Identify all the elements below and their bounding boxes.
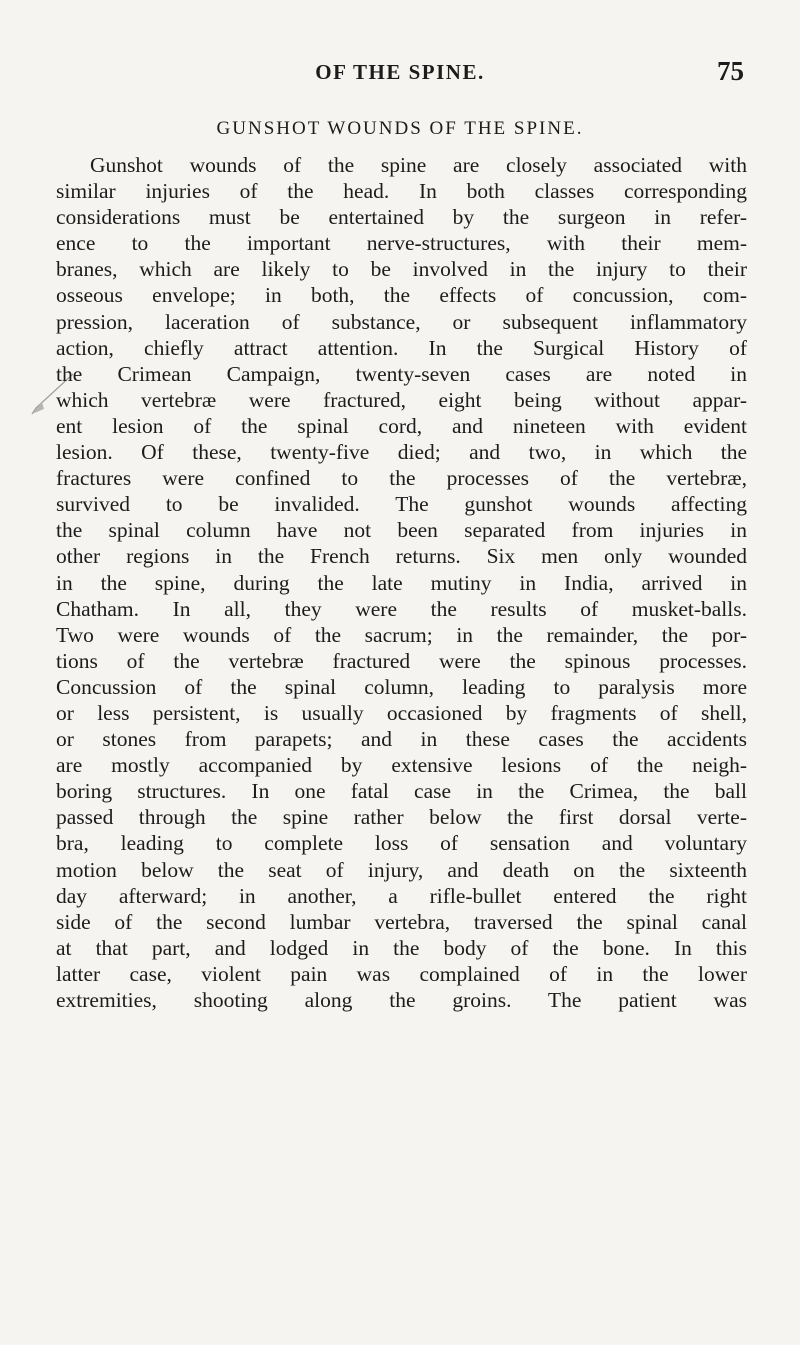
- text-line: osseous envelope; in both, the effects of concussion, com-: [56, 283, 747, 308]
- text-line: other regions in the French returns. Six men only wounded: [56, 544, 747, 569]
- text-line: the Crimean Campaign, twenty-seven cases are noted in: [56, 361, 747, 386]
- text-line: passed through the spine rather below the first dorsal verte-: [56, 805, 747, 830]
- body-text: [56, 152, 747, 1013]
- text-line: action, chiefly attract attention. In the Surgical History of: [56, 335, 747, 360]
- text-line: Gunshot wounds of the spine are closely associated with: [90, 153, 747, 177]
- running-head: [0, 56, 800, 90]
- text-line: branes, which are likely to be involved in the injury to their: [56, 257, 747, 282]
- text-line: extremities, shooting along the groins. The patient was: [56, 988, 747, 1012]
- text-line: latter case, violent pain was complained of in the lower: [56, 961, 747, 986]
- text-line: at that part, and lodged in the body of the bone. In this: [56, 935, 747, 960]
- text-line: in the spine, during the late mutiny in India, arrived in: [56, 570, 747, 595]
- page-number: 75: [717, 56, 744, 86]
- running-title: OF THE SPINE.: [315, 60, 485, 84]
- text-line: bra, leading to complete loss of sensation and voluntary: [56, 831, 747, 856]
- text-line: pression, laceration of substance, or subsequent inflammatory: [56, 309, 747, 334]
- text-line: side of the second lumbar vertebra, traversed the spinal canal: [56, 909, 747, 934]
- section-heading: GUNSHOT WOUNDS OF THE SPINE.: [216, 118, 584, 139]
- text-line: ence to the important nerve-structures, with their mem-: [56, 231, 747, 256]
- text-line: the spinal column have not been separated from injuries in: [56, 518, 747, 543]
- text-line: fractures were confined to the processes of the vertebræ,: [56, 466, 747, 491]
- text-line: Two were wounds of the sacrum; in the remainder, the por-: [56, 622, 747, 647]
- text-line: similar injuries of the head. In both classes corresponding: [56, 179, 747, 204]
- text-line: tions of the vertebræ fractured were the spinous processes.: [56, 648, 747, 673]
- text-line: day afterward; in another, a rifle-bullet entered the right: [56, 883, 747, 908]
- text-line: boring structures. In one fatal case in the Crimea, the ball: [56, 779, 747, 804]
- text-line: survived to be invalided. The gunshot wounds affecting: [56, 492, 747, 517]
- text-line: lesion. Of these, twenty-five died; and two, in which the: [56, 440, 747, 465]
- text-line: or less persistent, is usually occasioned by fragments of shell,: [56, 700, 747, 725]
- text-line: are mostly accompanied by extensive lesions of the neigh-: [56, 753, 747, 778]
- text-line: Chatham. In all, they were the results of musket-balls.: [56, 596, 747, 621]
- text-line: motion below the seat of injury, and death on the sixteenth: [56, 857, 747, 882]
- text-line: which vertebræ were fractured, eight being without appar-: [56, 387, 747, 412]
- text-line: ent lesion of the spinal cord, and nineteen with evident: [56, 413, 747, 438]
- text-line: considerations must be entertained by the surgeon in refer-: [56, 205, 747, 230]
- text-line: Concussion of the spinal column, leading to paralysis more: [56, 674, 747, 699]
- text-line: or stones from parapets; and in these cases the accidents: [56, 727, 747, 752]
